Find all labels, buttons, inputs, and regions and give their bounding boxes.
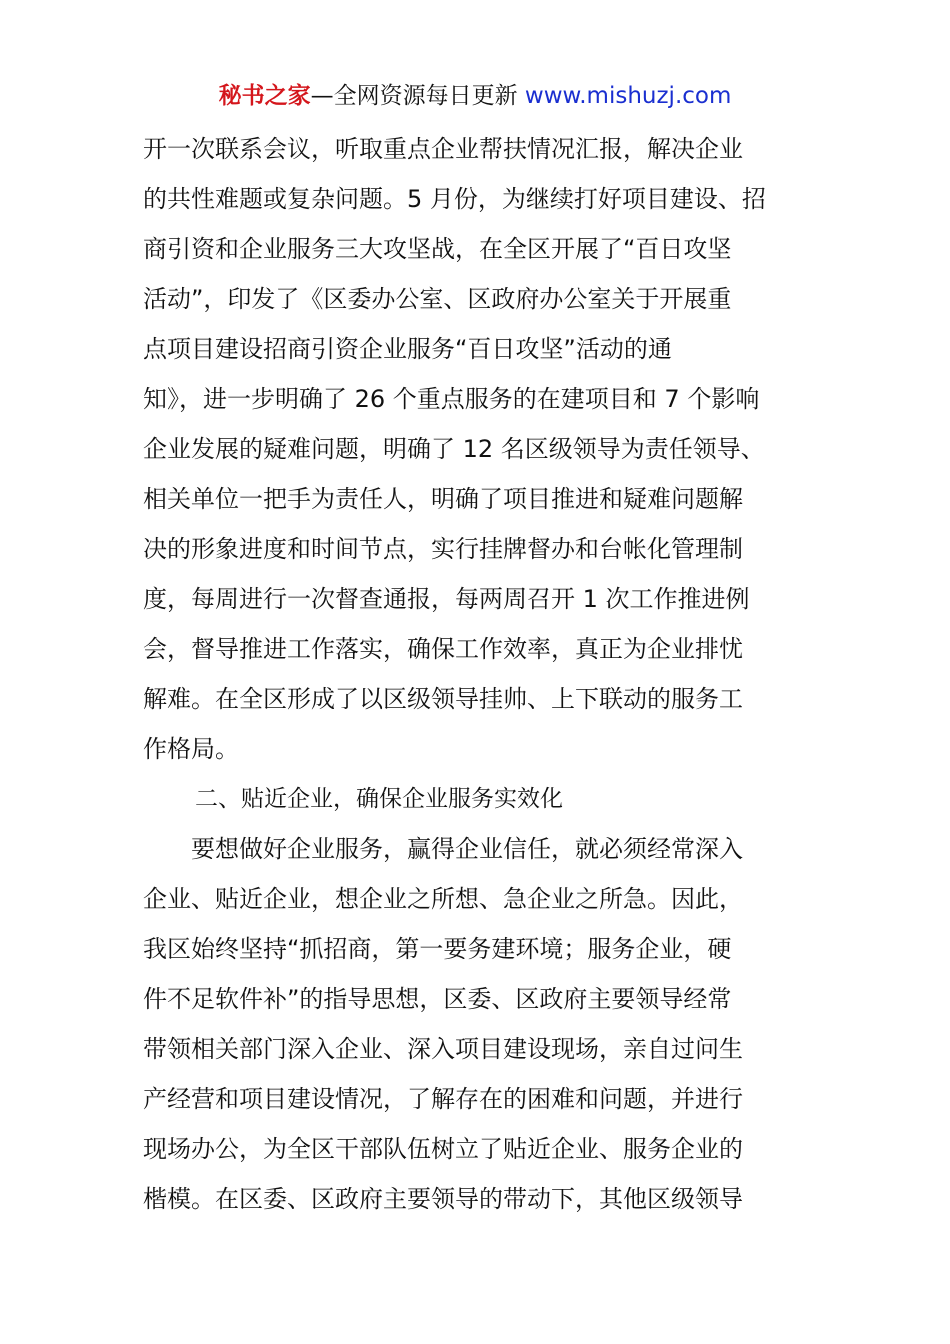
text-line: 决的形象进度和时间节点，实行挂牌督办和台帐化管理制 [143,535,743,563]
text-line: 我区始终坚持“抓招商，第一要务建环境；服务企业，硬 [143,935,732,963]
text-line: 会，督导推进工作落实，确保工作效率，真正为企业排忧 [143,635,743,663]
site-tagline: —全网资源每日更新 [310,83,525,109]
text-line: 知》，进一步明确了 26 个重点服务的在建项目和 7 个影响 [143,385,760,413]
text-line: 点项目建设招商引资企业服务“百日攻坚”活动的通 [143,335,672,363]
text-line: 楷模。在区委、区政府主要领导的带动下，其他区级领导 [143,1185,743,1213]
text-line: 的共性难题或复杂问题。5 月份，为继续打好项目建设、招 [143,185,766,213]
text-line: 企业、贴近企业，想企业之所想、急企业之所急。因此， [143,885,743,913]
text-line: 企业发展的疑难问题，明确了 12 名区级领导为责任领导、 [143,435,765,463]
text-line: 相关单位一把手为责任人，明确了项目推进和疑难问题解 [143,485,743,513]
text-line: 开一次联系会议，听取重点企业帮扶情况汇报，解决企业 [143,135,743,163]
site-brand: 秘书之家 [218,83,311,109]
text-line: 带领相关部门深入企业、深入项目建设现场，亲自过问生 [143,1035,743,1063]
page-header [0,80,950,112]
text-line: 作格局。 [143,735,239,763]
text-line: 活动”，印发了《区委办公室、区政府办公室关于开展重 [143,285,732,313]
text-line: 解难。在全区形成了以区级领导挂帅、上下联动的服务工 [143,685,743,713]
text-line: 商引资和企业服务三大攻坚战，在全区开展了“百日攻坚 [143,235,732,263]
section-heading: 二、贴近企业，确保企业服务实效化 [195,786,563,812]
text-line: 现场办公，为全区干部队伍树立了贴近企业、服务企业的 [143,1135,743,1163]
site-url-link[interactable]: www.mishuzj.com [524,83,732,109]
text-line: 件不足软件补”的指导思想，区委、区政府主要领导经常 [143,985,732,1013]
text-line: 度，每周进行一次督查通报，每两周召开 1 次工作推进例 [143,585,750,613]
text-line: 要想做好企业服务，赢得企业信任，就必须经常深入 [191,835,743,863]
document-body [143,124,811,1224]
text-line: 产经营和项目建设情况，了解存在的困难和问题，并进行 [143,1085,743,1113]
